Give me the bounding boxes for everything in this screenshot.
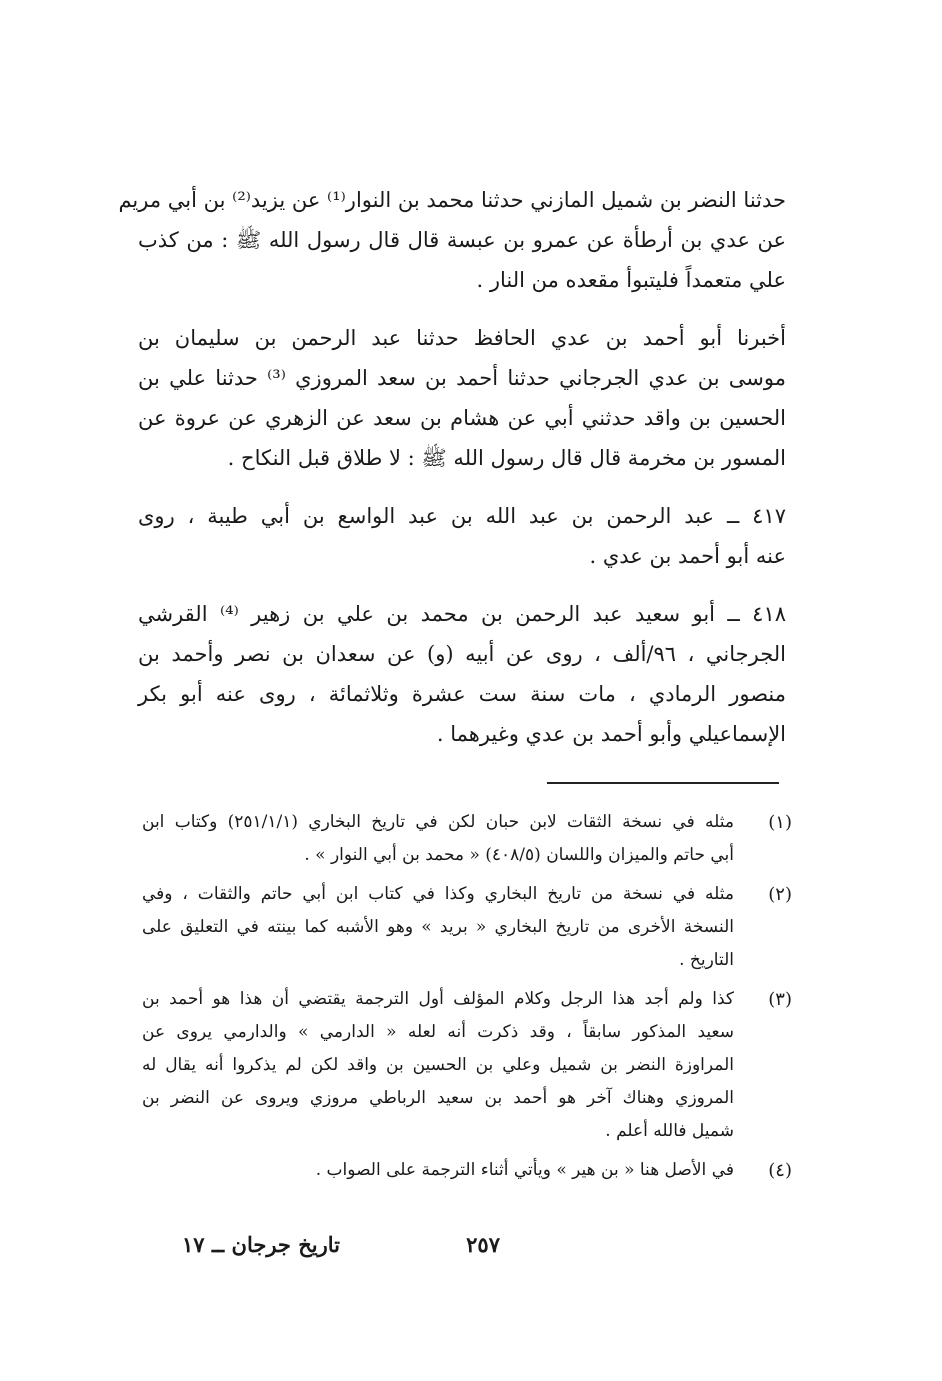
text-line: علي متعمداً فليتبوأ مقعده من النار . [476,268,786,292]
text-line: منصور الرمادي ، مات سنة ست عشرة وثلاثمائة ، روى عنه أبو بكر [138,682,786,706]
footnote-number: (١) [768,812,792,833]
text-line: ٤١٧ ــ عبد الرحمن بن عبد الله بن عبد الواسع بن أبي طيبة ، روى [138,504,786,528]
footnote-line: النسخة الأخرى من تاريخ البخاري « بريد » وهو الأشبه كما بينته في التعليق على [142,917,734,937]
footnote-line: أبي حاتم والميزان واللسان (٤٠٨/٥) « محمد بن أبي النوار » . [304,845,734,865]
footnote-number: (٢) [768,884,792,905]
footnote-3 [142,983,792,1148]
paragraph-entry-418 [138,594,786,754]
footnote-number: (٤) [768,1160,792,1181]
paragraph-entry-417 [138,496,786,576]
footnote-divider [547,782,779,784]
footnote-4 [142,1154,792,1187]
text-line: ٤١٨ ــ أبو سعيد عبد الرحمن بن محمد بن علي بن زهير ⁽⁴⁾ القرشي [138,602,787,626]
text-line: عنه أبو أحمد بن عدي . [589,544,786,568]
footnote-line: في الأصل هنا « بن هير » ويأتي أثناء الترجمة على الصواب . [315,1160,734,1180]
footnote-line: مثله في نسخة من تاريخ البخاري وكذا في كتاب ابن أبي حاتم والثقات ، وفي [142,884,734,904]
footnote-line: شميل فالله أعلم . [605,1121,734,1141]
footnote-line: سعيد المذكور سابقاً ، وقد ذكرت أنه لعله « الدارمي » والدارمي يروى عن [142,1022,734,1042]
footnote-line: كذا ولم أجد هذا الرجل وكلام المؤلف أول الترجمة يقتضي أن هذا هو أحمد بن [142,989,734,1009]
footnotes [142,806,792,1193]
main-text [118,180,787,772]
footnote-number: (٣) [768,989,792,1010]
text-line: المسور بن مخرمة قال قال رسول الله ﷺ : لا طلاق قبل النكاح . [227,446,786,470]
book-title: تاريخ جرجان ــ ١٧ [182,1232,340,1257]
footnote-line: المروزي وهناك آخر هو أحمد بن سعيد الرباطي مروزي ويروى عن النضر بن [142,1088,734,1108]
paragraph-hadith-1 [118,180,786,300]
page-number: ٢٥٧ [466,1232,500,1257]
footnote-2 [142,878,792,977]
text-line: الجرجاني ، ٩٦/ألف ، روى عن أبيه (و) عن سعدان بن نصر وأحمد بن [138,642,786,666]
footnote-line: التاريخ . [679,950,734,970]
paragraph-hadith-2 [138,318,786,478]
page-footer [150,1232,790,1272]
text-line: عن عدي بن أرطأة عن عمرو بن عبسة قال قال رسول الله ﷺ : من كذب [138,228,786,252]
text-line: موسى بن عدي الجرجاني حدثنا أحمد بن سعد المروزي ⁽³⁾ حدثنا علي بن [138,366,786,390]
footnote-line: المراوزة النضر بن شميل وعلي بن الحسين بن واقد لكن لم يذكروا أنه يقال له [142,1055,734,1075]
text-line: الحسين بن واقد حدثني أبي عن هشام بن سعد عن الزهري عن عروة عن [138,406,786,430]
text-line: حدثنا النضر بن شميل المازني حدثنا محمد بن النوار⁽¹⁾ عن يزيد⁽²⁾ بن أبي مريم [118,188,786,212]
text-line: الإسماعيلي وأبو أحمد بن عدي وغيرهما . [436,722,786,746]
footnote-line: مثله في نسخة الثقات لابن حبان لكن في تاريخ البخاري (٢٥١/١/١) وكتاب ابن [142,812,734,832]
footnote-1 [142,806,792,872]
text-line: أخبرنا أبو أحمد بن عدي الحافظ حدثنا عبد الرحمن بن سليمان بن [138,326,786,350]
